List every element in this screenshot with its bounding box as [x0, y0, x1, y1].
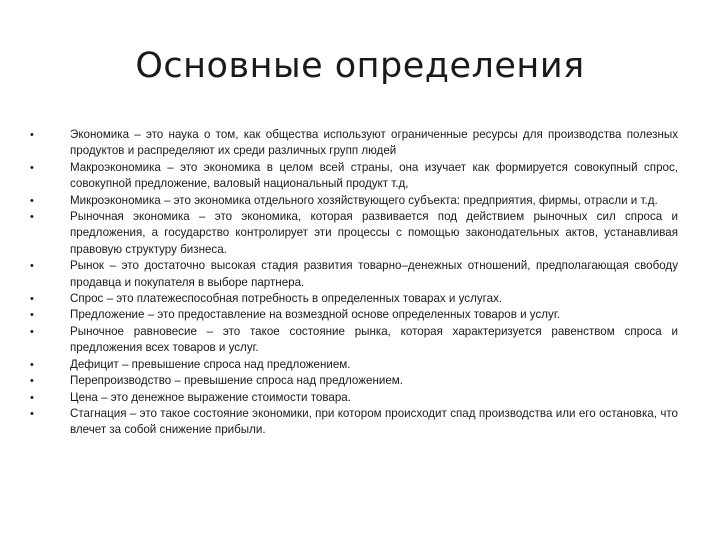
definition-market-equilibrium: Рыночное равновесие – это такое состояние рынка, которая характеризуется равенством спроса и предложения всех товаров и услуг.	[70, 324, 678, 355]
definition-market: Рынок – это достаточно высокая стадия развития товарно–денежных отношений, предполагающая свободу продавца и покупателя в выборе партнера.	[70, 259, 678, 289]
list-item	[30, 291, 678, 307]
slide-title: Основные определения	[135, 46, 585, 86]
definition-price: Цена – это денежное выражение стоимости товара.	[70, 390, 351, 404]
list-item	[30, 209, 678, 258]
list-item	[30, 258, 678, 291]
bullet-icon: •	[30, 293, 34, 306]
bullet-icon: •	[30, 391, 34, 404]
list-item	[30, 127, 678, 160]
list-item	[30, 160, 678, 193]
definition-economics: Экономика – это наука о том, как общества используют ограниченные ресурсы для производства полезных продуктов и распределяют их среди различных групп людей	[70, 128, 678, 158]
list-item	[30, 324, 678, 357]
definition-macroeconomics: Макроэкономика – это экономика в целом всей страны, она изучает как формируется совокупный спрос, совокупной предложение, валовый национальный продукт т.д,	[70, 160, 678, 191]
list-item	[30, 406, 678, 439]
definition-supply: Предложение – это предоставление на возмездной основе определенных товаров и услуг.	[70, 308, 560, 322]
definitions-list	[30, 127, 678, 439]
definition-overproduction: Перепроизводство – превышение спроса над предложением.	[70, 374, 403, 388]
definition-deficit: Дефицит – превышение спроса над предложением.	[70, 357, 351, 371]
bullet-icon: •	[30, 161, 34, 174]
bullet-icon: •	[30, 211, 34, 224]
bullet-icon: •	[30, 309, 34, 322]
definition-demand: Спрос – это платежеспособная потребность в определенных товарах и услугах.	[70, 292, 503, 306]
list-item	[30, 390, 678, 406]
bullet-icon: •	[30, 375, 34, 388]
bullet-icon: •	[30, 260, 34, 273]
bullet-icon: •	[30, 358, 34, 371]
bullet-icon: •	[30, 129, 34, 141]
definition-market-economy: Рыночная экономика – это экономика, которая развивается под действием рыночных сил спроса и предложения, а государство контролирует эти процессы с помощью законодательных актов, устанавливая правовую структуру бизнеса.	[70, 210, 678, 256]
list-item	[30, 193, 678, 209]
list-item	[30, 373, 678, 389]
definition-microeconomics: Микроэкономика – это экономика отдельного хозяйствующего субъекта: предприятия, фирмы, отрасли и т.д.	[70, 193, 658, 207]
bullet-icon: •	[30, 407, 34, 420]
list-item	[30, 357, 678, 373]
definition-stagnation: Стагнация – это такое состояние экономики, при котором происходит спад производства или его остановка, что влечет за собой снижение прибыли.	[70, 406, 678, 437]
bullet-icon: •	[30, 194, 34, 207]
bullet-icon: •	[30, 325, 34, 338]
list-item	[30, 307, 678, 323]
